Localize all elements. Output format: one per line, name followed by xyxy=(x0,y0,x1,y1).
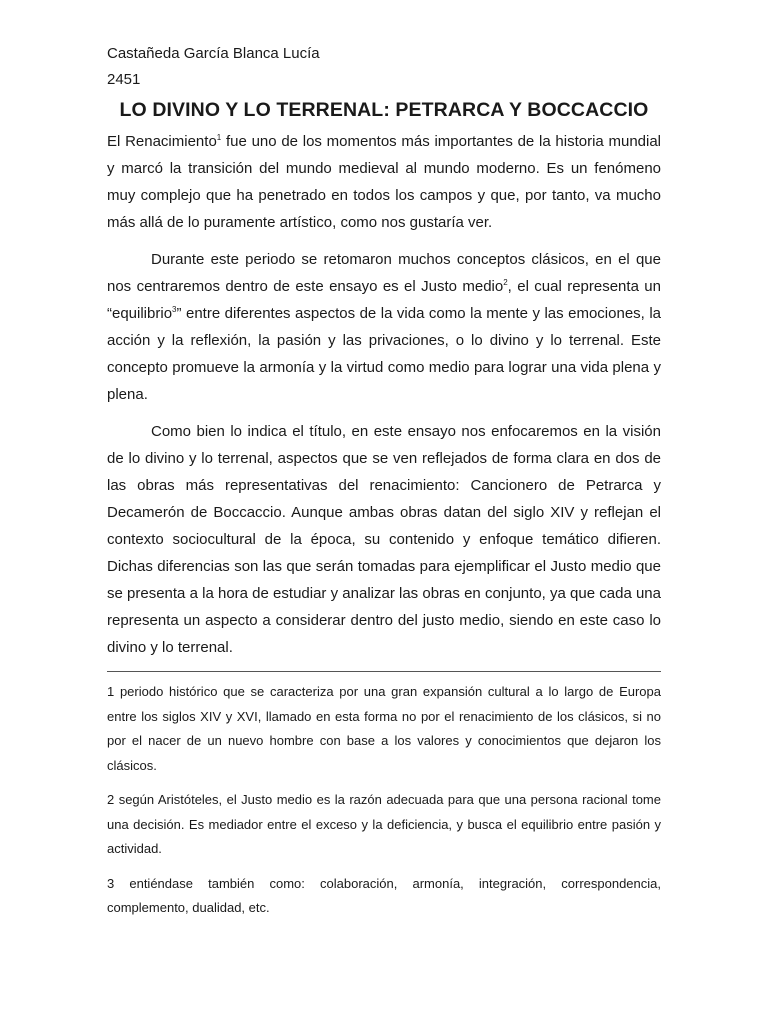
paragraph-3: Como bien lo indica el título, en este ensayo nos enfocaremos en la visión de lo divino y lo terrenal, aspectos que se ven reflejados de forma clara en dos de las obras más representativas del renacimiento: Cancionero de Petrarca y Decamerón de Boccaccio. Aunque ambas obras datan del siglo XIV y reflejan el contexto sociocultural de la época, su contenido y enfoque temático difieren. Dichas diferencias son las que serán tomadas para ejemplificar el Justo medio que se presenta a la hora de estudiar y analizar las obras en conjunto, ya que cada una representa un aspecto a considerar dentro del justo medio, siendo en este caso lo divino y lo terrenal. xyxy=(107,423,661,656)
author-name: Castañeda García Blanca Lucía xyxy=(107,45,320,62)
footnote-3: 3 entiéndase también como: colaboración, armonía, integración, correspondencia, complemento, dualidad, etc. xyxy=(107,875,661,915)
footnote-ref-3: 3 xyxy=(172,305,177,314)
footnote-2: 2 según Aristóteles, el Justo medio es la razón adecuada para que una persona racional tome una decisión. Es mediador entre el exceso y la deficiencia, y busca el equilibrio entre pasión y actividad. xyxy=(107,792,661,856)
paragraph-2-text-b: , el cual representa un “equilibrio xyxy=(107,278,661,322)
footnote-1: 1 periodo histórico que se caracteriza por una gran expansión cultural a lo largo de Europa entre los siglos XIV y XVI, llamado en esta forma no por el renacimiento de los clásicos, si no por el nacer de un nuevo hombre con base a los valores y conocimientos que dejaron los clásicos. xyxy=(107,684,661,773)
essay-title: LO DIVINO Y LO TERRENAL: PETRARCA Y BOCCACCIO xyxy=(119,99,649,121)
footnote-separator xyxy=(107,671,661,672)
footnote-ref-1: 1 xyxy=(216,133,222,142)
paragraph-2-text-a: Durante este periodo se retomaron muchos conceptos clásicos, en el que nos centraremos dentro de este ensayo es el Justo medio xyxy=(107,251,661,295)
document-page xyxy=(107,44,661,931)
paragraph-2-text-c: ” entre diferentes aspectos de la vida como la mente y las emociones, la acción y la reflexión, la pasión y las privaciones, o lo divino y lo terrenal. Este concepto promueve la armonía y la virtud como medio para lograr una vida plena y plena. xyxy=(107,305,661,403)
paragraph-1-text-b: fue uno de los momentos más importantes de la historia mundial y marcó la transición del mundo medieval al mundo moderno. Es un fenómeno muy complejo que ha penetrado en todos los campos y que, por tanto, va mucho más allá de lo puramente artístico, como nos gustaría ver. xyxy=(107,133,662,231)
footnote-ref-2: 2 xyxy=(503,278,508,287)
paragraph-2 xyxy=(107,246,661,408)
student-id: 2451 xyxy=(107,71,141,88)
paragraph-1-text-a: El Renacimiento xyxy=(107,133,217,150)
paragraph-1 xyxy=(107,128,661,236)
